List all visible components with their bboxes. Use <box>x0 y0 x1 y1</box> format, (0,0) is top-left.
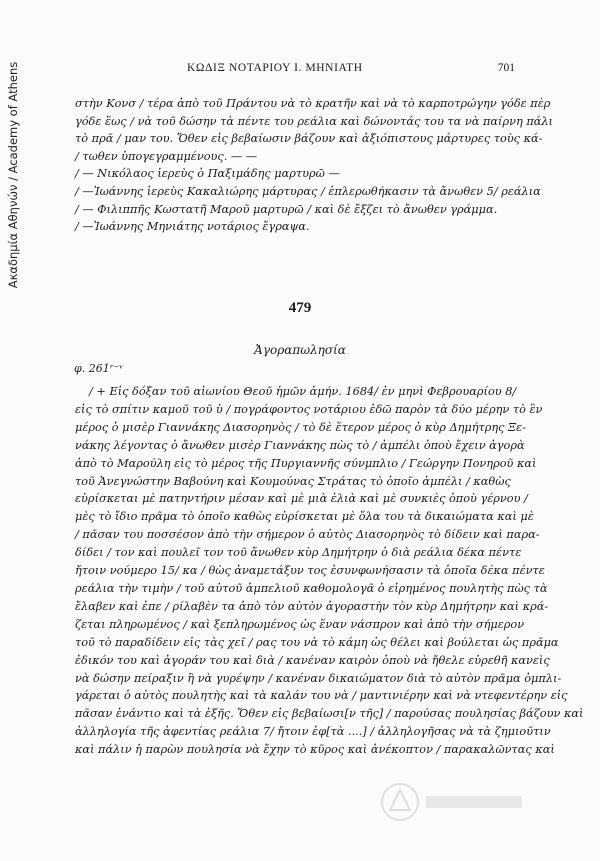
witness-line: / —Ἰωάννης ἱερεὺς Κακαλιώρης μάρτυρας / ἐπλερωθήκασιν τὰ ἄνωθεν 5/ ρεάλια <box>75 184 541 198</box>
witness-line: / — Φιλιππῆς Κωστατῆ Μαρoῦ μαρτυρῶ / καὶ δὲ ἔξζει τὸ ἄνωθεν γράμμα. <box>75 202 498 216</box>
text-line: νὰ δώσην πείραξιν ἢ νὰ γυρέψην / κανέναν δικαιώματον διὰ τὸ αὐτὸν πρᾶμα ὀμπλι- <box>75 671 562 685</box>
previous-document-ending <box>75 95 553 236</box>
notary-signature-line: / —Ἰωάννης Μηνιάτης νοτάριος ἔγραψα. <box>75 220 310 234</box>
text-line: ἐδικόν του καὶ ἀγοράν του καὶ διὰ / κανέναν καιρὸν ὁποὺ νὰ ἤθελε εὑρεθῆ κανεὶς <box>75 653 550 667</box>
text-line: ἔλαβεν καὶ ἐπε / ρίλαβὲν τα ἀπὸ τὸν αὐτὸν ἀγοραστὴν τὸν κὺρ Δημήτρην καὶ κρά- <box>75 599 549 613</box>
text-line: ἤτοιν νούμερο 15/ κα / θὼς ἀναμετάξυν τος ἐσυνφωνήσασιν τὰ ὁποῖα δέκα πέντε <box>75 564 545 578</box>
text-line: στὴν Κονσ / τέρα ἀπὸ τοῦ Πράντου νὰ τὸ κρατῆν καὶ νὰ τὸ καρποτρώγην γόδε πὲρ <box>75 97 551 110</box>
archive-side-label-text: Ακαδημία Αθηνών / Academy of Athens <box>6 61 20 289</box>
document-body <box>75 383 584 759</box>
text-line: νάκης λέγοντας ὁ ἄνωθεν μισὲρ Γιαννάκης πὼς τὸ / ἀμπέλι ὁποὺ ἔχειν ἀγορὰ <box>75 438 525 452</box>
text-line: ρεάλια τὴν τιμὴν / τοῦ αὐτοῦ ἀμπελιοῦ καθομολογᾶ ὁ εἰρημένος πουλητὴς πὼς τὰ <box>75 581 548 595</box>
text-line: δίδει / τον καὶ πουλεῖ τον τοῦ ἄνωθεν κὺρ Δημήτρην ὁ διὰ ρεάλια δέκα πέντε <box>75 546 522 560</box>
text-line: γόδε ἕως / νὰ τοῦ δώσην τὰ πέντε του ρεάλια καὶ δώνοντάς του τα νὰ παίρνη πάλι <box>75 114 553 128</box>
running-title: ΚΩΔΙΞ ΝΟΤΑΡΙΟΥ Ι. ΜΗΝΙΑΤΗ <box>187 62 363 74</box>
text-line: τοῦ Ἀνεγνώστην Βαβούνη καὶ Κουμούνας Στράτας τὸ ὁποῖο ἀμπέλι / καθὼς <box>75 474 511 488</box>
text-line: πᾶσαν ἐνάντιο καὶ τὰ ἐξῆς. Ὅθεν εἰς βεβαίωσι[ν τῆς] / παρούσας πουλησίας βάζουν καὶ <box>75 707 584 721</box>
academy-watermark-logo <box>378 776 528 828</box>
document-number: 479 <box>288 300 312 316</box>
text-line: / + Εἰς δόξαν τοῦ αἰωνίου Θεοῦ ἡμῶν ἀμήν. 1684/ ἐν μηνὶ Φεβρουαρίου 8/ <box>89 385 517 398</box>
text-line: μὲς τὸ ἴδιο πρᾶμα τὸ ὁποῖο καθὼς εὑρίσκεται μὲ ὅλα του τὰ δικαιώματα καὶ μὲ <box>75 510 534 524</box>
text-line: εἰς τὸ σπίτιν καμοῦ τοῦ ὑ / πογράφοντος νοτάριου ἐδῶ παρὸν τὰ δύο μέρην τὸ ἓν <box>75 402 543 416</box>
text-line: καὶ πάλιν ἡ παρὼν πουλησία νὰ ἔχην τὸ κῦρος καὶ ἀνέκοπτον / παρακαλῶντας καὶ <box>75 743 555 757</box>
running-header <box>75 62 515 78</box>
text-line: τοῦ τὸ παραδίδειν εἰς τὰς χεῖ / ρας του νὰ τὸ κάμη ὡς θέλει καὶ βούλεται ὡς πρᾶμα <box>75 635 559 649</box>
text-line: τὸ πρᾶ / μαν του. Ὅθεν εἰς βεβαίωσιν βάζουν καὶ ἀξιόπιστους μάρτυρες τοὺς κά- <box>75 132 543 146</box>
text-line: μέρος ὁ μισὲρ Γιαννάκης Διασορηνὸς / τὸ δὲ ἕτερον μέρος ὁ κὺρ Δημήτρης Ξε- <box>75 420 526 434</box>
text-line: ἀπὸ τὸ Μαρούλη εἰς τὸ μέρος τῆς Πυργιαννῆς σύνμπλιο / Γεώργην Πονηροῦ καὶ <box>75 456 537 470</box>
document-title: Ἀγοραπωλησία <box>254 343 346 357</box>
witness-line: / — Νικόλαος ἱερεὺς ὁ Παξιμάδης μαρτυρῶ — <box>75 167 340 181</box>
text-line: / πᾶσαν του ποσσέσον ἀπὸ τὴν σήμερον ὁ αὐτὸς Διασορηνὸς τὸ δίδειν καὶ παρα- <box>75 528 540 542</box>
text-line: εὑρίσκεται μὲ πατηντήριν μέσαν καὶ μὲ μιὰ ἐλιὰ καὶ μὲ συνκιὲς ὁποὺ γέρνου / <box>75 492 528 506</box>
archive-side-label <box>2 40 24 310</box>
text-line: ζεται πληρωμένος / καὶ ξεπληρωμένος ὡς ἕναν νάσπρον καὶ ἀπὸ τὴν σήμερον <box>75 617 525 631</box>
text-line: γάρεται ὁ αὐτὸς πουλητὴς καὶ τὰ καλάν του νὰ / μαντινιέρην καὶ νὰ ντεφεντέρην εἰς <box>75 689 568 703</box>
text-line: / τωθεν ὑπογεγραμμένους. — — <box>75 149 258 163</box>
folio-reference: φ. 261ʳ⁻ᵛ <box>74 362 124 375</box>
page-number: 701 <box>497 62 515 74</box>
text-line: ἀλληλογία τῆς ἀφεντίας ρεάλια 7/ ἤτοιν ἐφ[τὰ ....] / ἀλληλογῆσας νὰ τὰ ζημιοῦτιν <box>75 725 551 739</box>
